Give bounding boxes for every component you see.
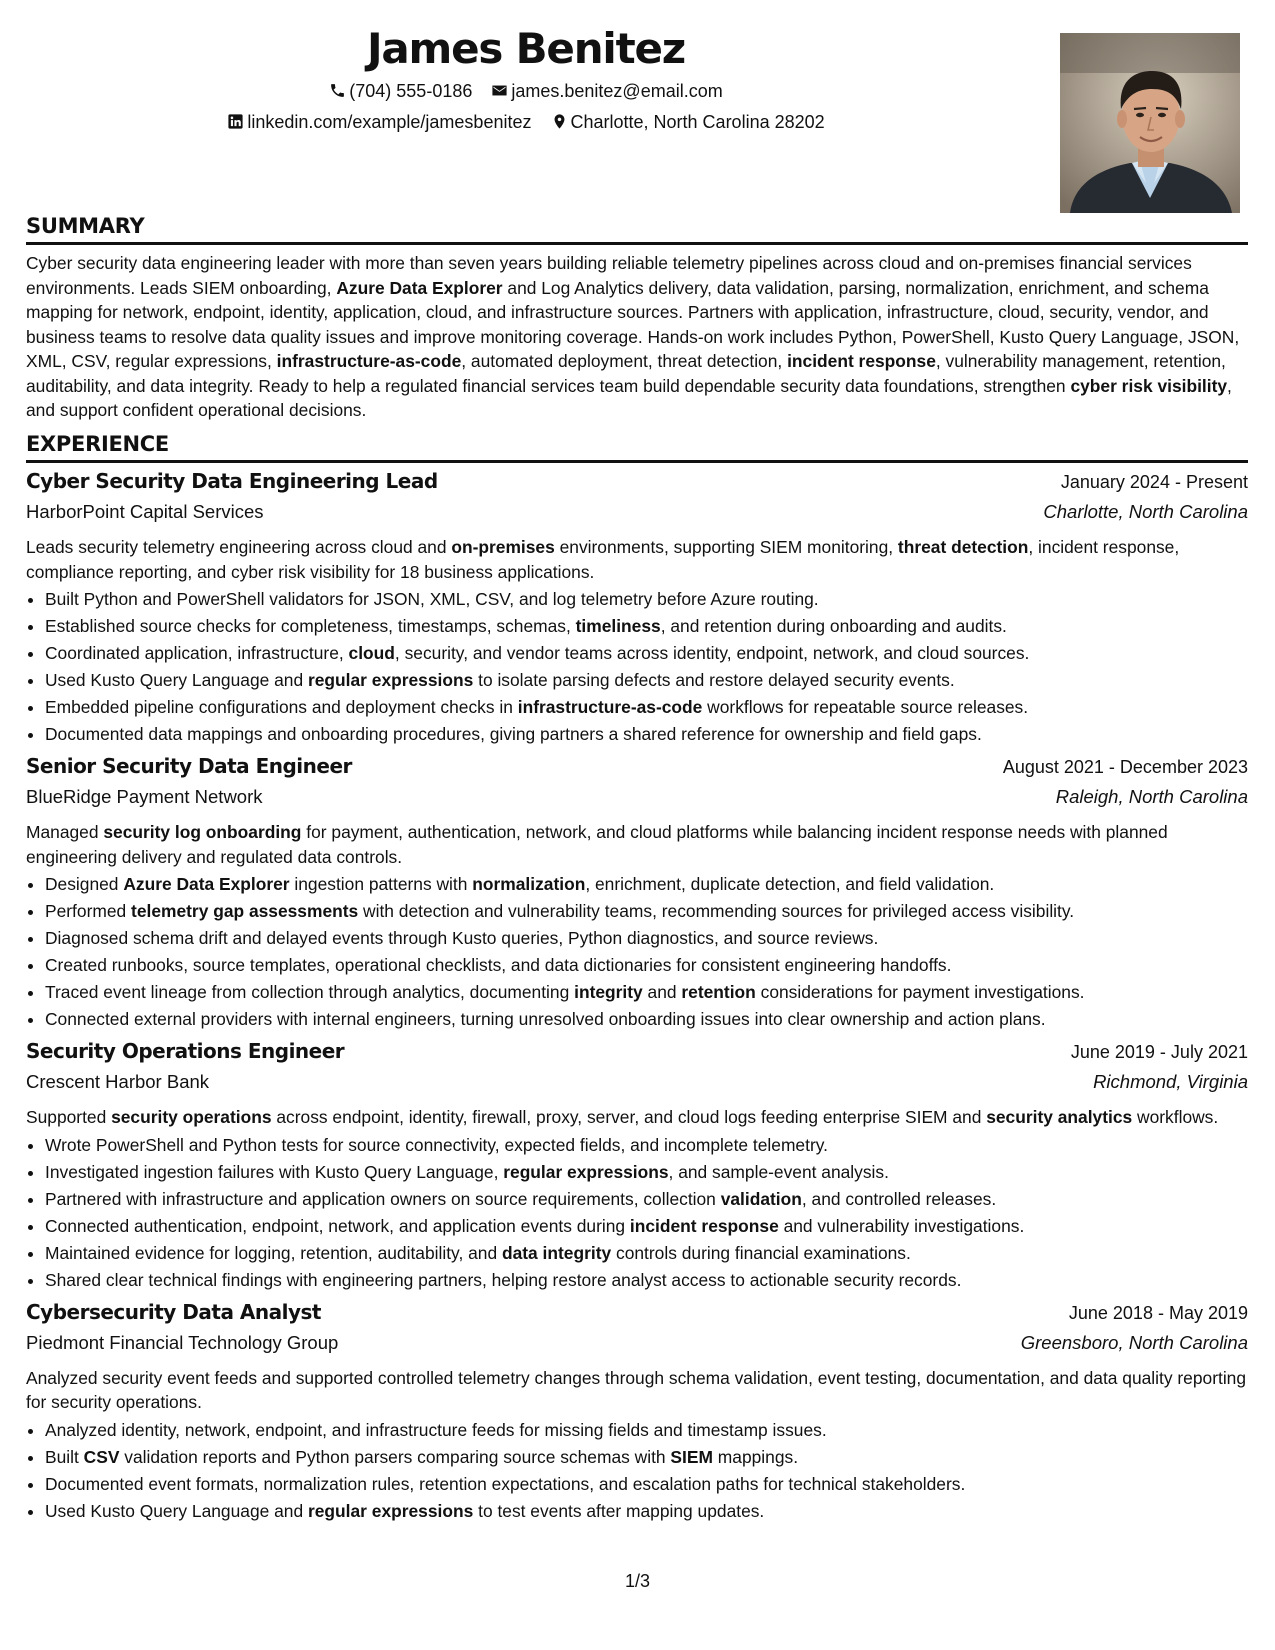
job-title: Cyber Security Data Engineering Lead [26,469,438,493]
job-dates: June 2019 - July 2021 [1070,1042,1248,1062]
job-location: Raleigh, North Carolina [1055,786,1248,807]
job-subheader [26,1332,1248,1364]
emphasis-text: telemetry gap assessments [131,901,359,921]
text-run: Embedded pipeline configurations and deployment checks in [45,697,518,717]
text-run: Created runbooks, source templates, operational checklists, and data dictionaries for consistent engineering handoffs. [45,955,952,975]
phone-text: (704) 555-0186 [349,81,473,101]
text-run: for payment, authentication, network, and cloud platforms while balancing incident response needs with planned engineering delivery and regulated data controls. [26,822,1168,867]
text-run: Shared clear technical findings with engineering partners, helping restore analyst access to actionable security records. [45,1269,962,1290]
job-dates: August 2021 - December 2023 [1002,757,1248,777]
text-run: Built [45,1446,84,1467]
bullet-item [45,898,1248,925]
emphasis-text: regular expressions [307,670,474,690]
text-run: Supported [26,1107,112,1127]
emphasis-text: security operations [111,1107,272,1127]
text-run: validation reports and Python parsers comparing source schemas with [119,1446,671,1467]
text-run: workflows for repeatable source releases. [702,697,1029,717]
bullet-item [45,1132,1248,1159]
bullet-item [45,871,1248,898]
job-entry [26,754,1248,1033]
emphasis-text: cloud [348,643,395,663]
job-description [26,535,1248,584]
job-location: Greensboro, North Carolina [1020,1331,1248,1353]
phone-contact [329,76,472,107]
job-bullet-list [26,586,1248,748]
bullet-item [45,1006,1248,1033]
email-text[interactable]: james.benitez@email.com [511,81,723,101]
text-run: , and sample-event analysis. [668,1161,889,1182]
text-run: mappings. [712,1446,799,1467]
emphasis-text: cyber risk visibility [1070,375,1228,396]
emphasis-text: retention [681,982,756,1002]
text-run: Used Kusto Query Language and [45,670,308,690]
text-run: Documented data mappings and onboarding procedures, giving partners a shared reference for ownership and field gaps. [45,724,982,744]
emphasis-text: incident response [787,351,936,371]
job-entry [26,469,1248,748]
job-bullet-list [26,871,1248,1033]
bullet-item [45,1186,1248,1213]
bullet-item [45,586,1248,613]
experience-section [26,430,1248,1525]
bullet-item [45,694,1248,721]
job-header [26,1300,1248,1332]
bullet-item [45,1471,1248,1498]
text-run: , vulnerability management, retention, auditability, and data integrity. Ready to help a regulated financial services team build dependable security data foundations, strengthen [26,351,1226,396]
emphasis-text: data integrity [501,1242,612,1263]
text-run: , incident response, compliance reporting, and cyber risk visibility for 18 business applications. [26,537,1180,582]
job-bullet-list [26,1417,1248,1525]
bullet-item [45,1240,1248,1267]
bullet-item [45,925,1248,952]
text-run: and vulnerability investigations. [778,1215,1025,1236]
bullet-item [45,721,1248,748]
job-header [26,754,1248,786]
text-run: Analyzed identity, network, endpoint, and infrastructure feeds for missing fields and timestamp issues. [45,1419,827,1440]
linkedin-text[interactable]: linkedin.com/example/jamesbenitez [247,112,532,132]
text-run: Coordinated application, infrastructure, [45,643,349,663]
emphasis-text: security log onboarding [103,822,302,842]
bullet-item [45,640,1248,667]
text-run: Analyzed security event feeds and supported controlled telemetry changes through schema validation, event testing, documentation, and data quality reporting for security operations. [26,1367,1247,1412]
bullet-item [45,1213,1248,1240]
job-bullet-list [26,1132,1248,1294]
text-run: Connected external providers with internal engineers, turning unresolved onboarding issues into clear ownership and action plans. [45,1009,1046,1029]
job-dates: January 2024 - Present [1060,472,1248,492]
text-run: Documented event formats, normalization rules, retention expectations, and escalation paths for technical stakeholders. [45,1473,966,1494]
text-run: controls during financial examinations. [611,1242,911,1263]
job-description [26,1105,1248,1130]
job-company: Crescent Harbor Bank [26,1071,210,1092]
location-text: Charlotte, North Carolina 28202 [570,112,825,132]
contact-line-2 [26,107,1026,138]
text-run: workflows. [1132,1107,1219,1127]
emphasis-text: infrastructure-as-code [276,351,462,371]
text-run: , enrichment, duplicate detection, and field validation. [585,874,995,894]
location-contact [551,107,825,138]
emphasis-text: Azure Data Explorer [123,874,290,894]
emphasis-text: timeliness [575,616,661,636]
emphasis-text: incident response [629,1215,779,1236]
summary-section [26,212,1248,423]
bullet-item [45,979,1248,1006]
text-run: Established source checks for completeness, timestamps, schemas, [45,616,576,636]
emphasis-text: Azure Data Explorer [336,277,503,298]
text-run: Partnered with infrastructure and application owners on source requirements, collection [45,1188,721,1209]
text-run: Investigated ingestion failures with Kusto Query Language, [45,1161,504,1182]
text-run: , and controlled releases. [801,1188,997,1209]
job-description [26,1366,1248,1415]
phone-icon [329,82,346,99]
text-run: Traced event lineage from collection through analytics, documenting [45,982,575,1002]
profile-photo [1060,33,1240,213]
page-number: 1/3 [624,1571,651,1591]
emphasis-text: normalization [472,874,586,894]
job-company: Piedmont Financial Technology Group [26,1331,339,1353]
bullet-item [45,1498,1248,1525]
text-run: Wrote PowerShell and Python tests for source connectivity, expected fields, and incomplete telemetry. [45,1134,828,1155]
emphasis-text: infrastructure-as-code [517,697,703,717]
text-run: Leads security telemetry engineering across cloud and [26,537,452,557]
text-run: considerations for payment investigations. [755,982,1085,1002]
job-location: Charlotte, North Carolina [1043,501,1248,522]
job-company: HarborPoint Capital Services [26,501,264,522]
text-run: Used Kusto Query Language and [45,1500,308,1521]
bullet-item [45,1417,1248,1444]
summary-heading: SUMMARY [26,212,1248,245]
bullet-item [45,1159,1248,1186]
experience-heading: EXPERIENCE [26,430,1248,463]
job-location: Richmond, Virginia [1093,1071,1248,1092]
text-run: to test events after mapping updates. [473,1500,765,1521]
job-subheader [26,501,1248,533]
text-run: environments, supporting SIEM monitoring, [554,537,898,557]
linkedin-contact[interactable] [227,107,531,138]
bullet-item [45,1267,1248,1294]
emphasis-text: regular expressions [307,1500,474,1521]
portrait-illustration [1060,33,1240,213]
emphasis-text: threat detection [897,537,1029,557]
job-description [26,820,1248,869]
text-run: , security, and vendor teams across identity, endpoint, network, and cloud sources. [394,643,1030,663]
bullet-item [45,952,1248,979]
job-entry [26,1039,1248,1294]
text-run: Cyber security data engineering leader with more than seven years building reliable telemetry pipelines across cloud and on-premises financial services environments. Leads SIEM onboarding, [26,253,1192,298]
text-run: Designed [45,874,124,894]
emphasis-text: CSV [83,1446,120,1467]
emphasis-text: on-premises [451,537,555,557]
text-run: , and retention during onboarding and audits. [660,616,1007,636]
map-pin-icon [551,113,568,130]
emphasis-text: integrity [574,982,643,1002]
linkedin-icon [227,113,244,130]
text-run: and [642,982,682,1002]
text-run: to isolate parsing defects and restore delayed security events. [473,670,955,690]
text-run: and Log Analytics delivery, data validation, parsing, normalization, enrichment, and schema mapping for network, endpoint, identity, application, cloud, and infrastructure sources. Partners with application, infrastructure, cloud, security, vendor, and business teams to resolve data quality issues and improve monitoring coverage. Hands-on work includes Python, PowerShell, Kusto Query Language, JSON, XML, CSV, regular expressions, [26,277,1240,371]
text-run: Maintained evidence for logging, retention, auditability, and [45,1242,502,1263]
job-title: Cybersecurity Data Analyst [26,1299,321,1324]
text-run: , automated deployment, threat detection, [461,351,788,371]
job-entry [26,1300,1248,1525]
text-run: Diagnosed schema drift and delayed events through Kusto queries, Python diagnostics, and source reviews. [45,928,879,948]
summary-text [26,251,1248,423]
text-run: ingestion patterns with [289,874,473,894]
text-run: , and support confident operational decisions. [26,375,1232,420]
emphasis-text: regular expressions [503,1161,669,1182]
bullet-item [45,1444,1248,1471]
emphasis-text: SIEM [670,1446,713,1467]
text-run: with detection and vulnerability teams, recommending sources for privileged access visibility. [358,901,1075,921]
job-header [26,469,1248,501]
job-subheader [26,1071,1248,1103]
resume-header [26,22,1026,138]
job-subheader [26,786,1248,818]
text-run: Managed [26,822,104,842]
emphasis-text: validation [720,1188,802,1209]
email-contact[interactable] [491,76,722,107]
emphasis-text: security analytics [986,1107,1133,1127]
text-run: Performed [45,901,132,921]
candidate-name: James Benitez [366,24,686,73]
bullet-item [45,667,1248,694]
job-list [26,469,1248,1525]
job-title: Security Operations Engineer [26,1039,345,1063]
text-run: Built Python and PowerShell validators for JSON, XML, CSV, and log telemetry before Azure routing. [45,589,819,609]
job-company: BlueRidge Payment Network [26,786,263,807]
job-dates: June 2018 - May 2019 [1068,1302,1248,1323]
job-header [26,1039,1248,1071]
bullet-item [45,613,1248,640]
envelope-icon [491,82,508,99]
text-run: Connected authentication, endpoint, network, and application events during [45,1215,630,1236]
text-run: across endpoint, identity, firewall, proxy, server, and cloud logs feeding enterprise SIEM and [271,1107,987,1127]
job-title: Senior Security Data Engineer [26,754,352,778]
contact-line-1 [26,76,1026,107]
